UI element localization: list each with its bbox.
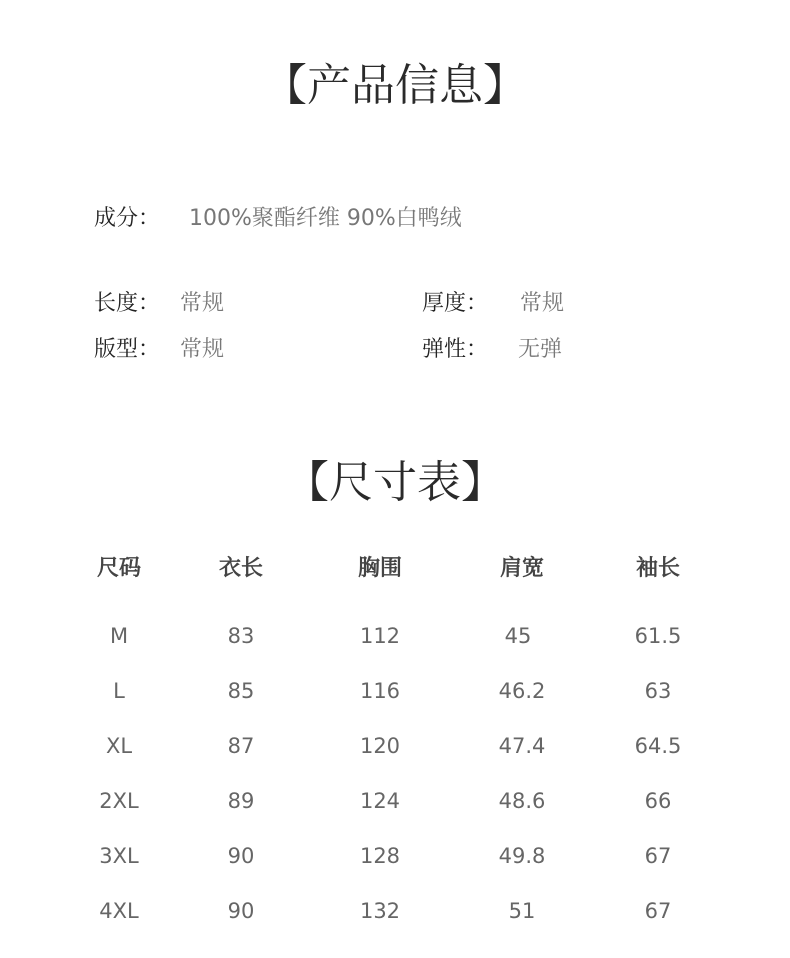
length-value: 常规 (180, 291, 225, 316)
table-cell: M (109, 624, 129, 648)
table-cell: 47.4 (498, 734, 546, 758)
table-cell: 4XL (99, 899, 139, 923)
header-chest: 胸围 (357, 556, 402, 581)
header-length: 衣长 (218, 556, 263, 581)
thickness-value: 常规 (520, 291, 565, 316)
table-cell: 2XL (99, 789, 139, 813)
table-cell: 90 (227, 844, 255, 868)
table-cell: 67 (644, 844, 672, 868)
table-cell: L (113, 679, 125, 703)
table-cell: 61.5 (634, 624, 682, 648)
table-cell: 128 (359, 844, 401, 868)
composition-label: 成分： (94, 206, 161, 231)
size-chart-title: 【尺寸表】 (285, 457, 505, 508)
table-cell: 51 (508, 899, 536, 923)
table-cell: 89 (227, 789, 255, 813)
table-cell: 3XL (99, 844, 139, 868)
elasticity-row (422, 335, 563, 365)
table-cell: 132 (359, 899, 401, 923)
length-label: 长度： (94, 291, 161, 316)
table-cell: 48.6 (498, 789, 546, 813)
composition-row (94, 204, 462, 234)
table-cell: 120 (359, 734, 401, 758)
header-sleeve: 袖长 (635, 556, 680, 581)
table-cell: 124 (359, 789, 401, 813)
table-cell: 83 (227, 624, 255, 648)
fit-row (94, 335, 225, 365)
table-cell: 49.8 (498, 844, 546, 868)
table-cell: 66 (644, 789, 672, 813)
table-cell: 112 (359, 624, 401, 648)
table-cell: 87 (227, 734, 255, 758)
composition-value: 100%聚酯纤维 90%白鸭绒 (189, 206, 462, 231)
table-cell: 46.2 (498, 679, 546, 703)
table-cell: 85 (227, 679, 255, 703)
product-info-title: 【产品信息】 (263, 60, 527, 111)
header-shoulder: 肩宽 (499, 556, 544, 581)
table-cell: 45 (504, 624, 532, 648)
table-cell: 67 (644, 899, 672, 923)
table-cell: 90 (227, 899, 255, 923)
thickness-row (422, 289, 565, 319)
fit-label: 版型： (94, 337, 161, 362)
fit-value: 常规 (180, 337, 225, 362)
table-cell: 116 (359, 679, 401, 703)
elasticity-value: 无弹 (518, 337, 563, 362)
elasticity-label: 弹性： (422, 337, 489, 362)
table-cell: 64.5 (634, 734, 682, 758)
thickness-label: 厚度： (422, 291, 489, 316)
header-size: 尺码 (96, 556, 141, 581)
table-cell: 63 (644, 679, 672, 703)
length-row (94, 289, 225, 319)
table-cell: XL (105, 734, 133, 758)
